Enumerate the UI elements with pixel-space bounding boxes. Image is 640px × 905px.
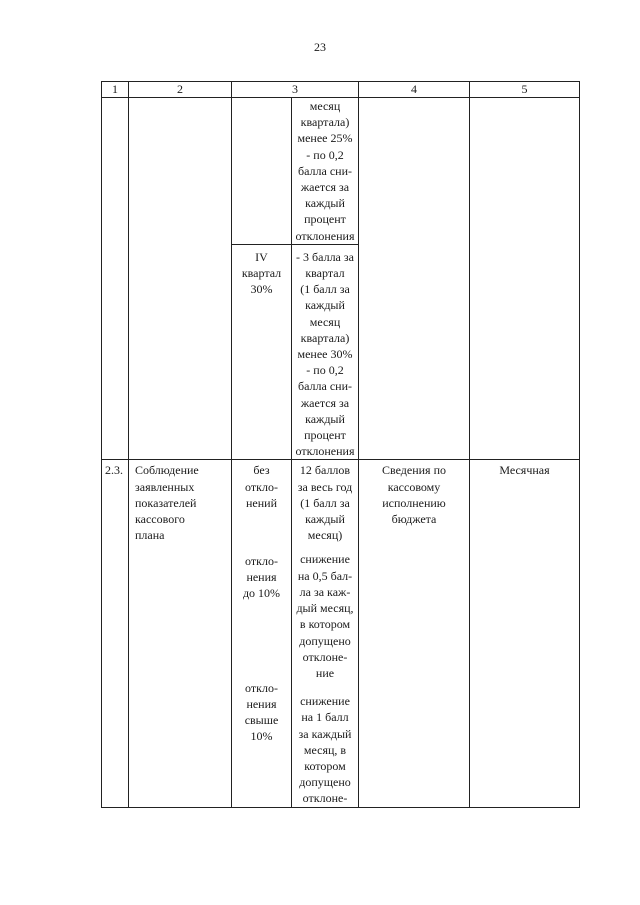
q4-period-text: IV квартал 30% — [241, 249, 282, 297]
criteria-3: снижение на 1 балл за каждый месяц, в котором допущено отклоне- — [298, 694, 352, 806]
condition-3: откло- нения свыше 10% — [244, 680, 279, 744]
cell-empty-col4 — [359, 98, 470, 460]
cell-q4-criteria — [292, 244, 359, 460]
cell-periodicity: Месячная — [470, 460, 580, 807]
cell-row-number: 2.3. — [102, 460, 129, 807]
header-col-4: 4 — [359, 82, 470, 98]
cell-empty-col2 — [129, 98, 232, 460]
page-number: 23 — [314, 40, 326, 54]
criteria-2: снижение на 0,5 бал- ла за каж- дый месяц, в котором допущено отклоне- ние — [296, 552, 354, 680]
criteria-text: месяц квартала) менее 25% - по 0,2 балла сни- жается за каждый процент отклонения — [295, 99, 355, 243]
condition-1: без отклo- нений — [245, 463, 278, 510]
cell-conditions — [232, 460, 292, 807]
q4-criteria-text: - 3 балла за квартал (1 балл за каждый месяц квартала) менее 30% - по 0,2 балла сни- жается за каждый процент отклонения — [295, 249, 355, 459]
table-row-2-3 — [102, 460, 580, 807]
cell-indicator: Соблюдение заявленных показателей кассового плана — [129, 460, 232, 807]
table-row-continuation — [102, 98, 580, 245]
cell-criteria-continuation — [292, 98, 359, 245]
header-col-1: 1 — [102, 82, 129, 98]
cell-source: Сведения по кассовому исполнению бюджета — [359, 460, 470, 807]
header-col-2: 2 — [129, 82, 232, 98]
cell-empty-col5 — [470, 98, 580, 460]
cell-q4-period — [232, 244, 292, 460]
header-col-5: 5 — [470, 82, 580, 98]
condition-2: откло- нения до 10% — [242, 554, 281, 601]
cell-empty-period — [232, 98, 292, 245]
criteria-1: 12 баллов за весь год (1 балл за каждый месяц) — [297, 463, 353, 543]
header-col-3: 3 — [232, 82, 359, 98]
criteria-table — [101, 81, 580, 808]
table-header-row — [102, 82, 580, 98]
cell-empty-col1 — [102, 98, 129, 460]
cell-criteria — [292, 460, 359, 807]
